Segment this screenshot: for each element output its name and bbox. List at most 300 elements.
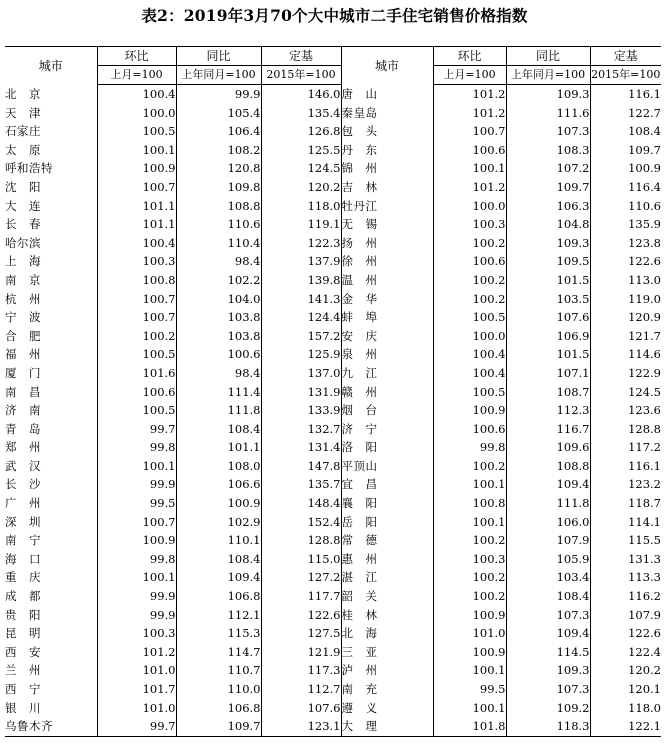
mom-value-right: 101.0 (433, 624, 506, 643)
base-value-right: 123.8 (590, 234, 661, 253)
yoy-value-right: 109.3 (506, 85, 590, 104)
mom-value-right: 100.5 (433, 383, 506, 402)
base-value-left: 127.2 (261, 568, 341, 587)
mom-value-left: 99.9 (97, 606, 176, 625)
yoy-value-right: 107.3 (506, 122, 590, 141)
table-row (5, 606, 661, 625)
table-row (5, 587, 661, 606)
yoy-value-right: 103.5 (506, 290, 590, 309)
mom-value-right: 100.1 (433, 513, 506, 532)
city-name-right: 桂 林 (341, 606, 433, 625)
city-header-right: 城市 (341, 47, 433, 85)
yoy-value-right: 104.8 (506, 215, 590, 234)
city-name-right: 平顶山 (341, 457, 433, 476)
table-row (5, 290, 661, 309)
table-row (5, 308, 661, 327)
base-value-left: 157.2 (261, 327, 341, 346)
base-value-right: 123.2 (590, 475, 661, 494)
yoy-value-left: 99.9 (176, 85, 261, 104)
price-index-table (5, 46, 661, 737)
mom-value-left: 100.5 (97, 122, 176, 141)
mom-value-left: 100.9 (97, 159, 176, 178)
base-value-left: 135.7 (261, 475, 341, 494)
yoy-value-right: 118.3 (506, 717, 590, 736)
table-row (5, 345, 661, 364)
yoy-value-left: 103.8 (176, 327, 261, 346)
mom-value-left: 101.0 (97, 699, 176, 718)
yoy-value-right: 106.9 (506, 327, 590, 346)
mom-value-left: 100.5 (97, 345, 176, 364)
yoy-value-left: 109.8 (176, 178, 261, 197)
mom-value-right: 101.8 (433, 717, 506, 736)
table-body (5, 85, 661, 737)
mom-value-right: 100.9 (433, 401, 506, 420)
yoy-value-left: 115.3 (176, 624, 261, 643)
mom-value-left: 99.7 (97, 717, 176, 736)
base-value-right: 122.7 (590, 104, 661, 123)
city-name-left: 哈尔滨 (5, 235, 41, 250)
base-header-left: 定基 (261, 47, 341, 66)
mom-value-right: 100.3 (433, 550, 506, 569)
base-value-left: 121.9 (261, 643, 341, 662)
yoy-value-right: 109.5 (506, 252, 590, 271)
yoy-value-left: 100.6 (176, 345, 261, 364)
yoy-value-right: 108.7 (506, 383, 590, 402)
base-value-left: 125.9 (261, 345, 341, 364)
base-value-left: 118.0 (261, 197, 341, 216)
yoy-value-right: 107.3 (506, 680, 590, 699)
yoy-value-left: 110.6 (176, 215, 261, 234)
mom-value-left: 100.4 (97, 85, 176, 104)
base-value-left: 119.1 (261, 215, 341, 234)
table-row (5, 661, 661, 680)
base-value-left: 122.6 (261, 606, 341, 625)
mom-value-right: 100.2 (433, 531, 506, 550)
mom-value-left: 100.4 (97, 234, 176, 253)
city-name-right: 泸 州 (341, 661, 433, 680)
table-row (5, 680, 661, 699)
mom-value-right: 100.8 (433, 494, 506, 513)
yoy-value-right: 109.6 (506, 438, 590, 457)
mom-value-left: 101.1 (97, 197, 176, 216)
city-name-left: 广 州 (5, 496, 41, 511)
yoy-value-right: 114.5 (506, 643, 590, 662)
base-value-left: 146.0 (261, 85, 341, 104)
yoy-value-left: 98.4 (176, 364, 261, 383)
yoy-value-right: 112.3 (506, 401, 590, 420)
mom-value-left: 100.5 (97, 401, 176, 420)
base-header-right: 定基 (590, 47, 661, 66)
base-value-left: 131.9 (261, 383, 341, 402)
mom-value-right: 100.1 (433, 661, 506, 680)
yoy-value-left: 102.2 (176, 271, 261, 290)
mom-subheader-left: 上月=100 (97, 66, 176, 85)
yoy-value-right: 107.6 (506, 308, 590, 327)
mom-value-right: 100.6 (433, 420, 506, 439)
yoy-value-right: 109.3 (506, 234, 590, 253)
base-value-left: 120.2 (261, 178, 341, 197)
city-name-right: 锦 州 (341, 159, 433, 178)
city-name-left: 南 昌 (5, 384, 41, 399)
yoy-header-left: 同比 (176, 47, 261, 66)
mom-value-right: 100.5 (433, 308, 506, 327)
mom-value-left: 99.9 (97, 587, 176, 606)
base-value-left: 152.4 (261, 513, 341, 532)
city-name-left: 郑 州 (5, 440, 41, 455)
yoy-value-left: 104.0 (176, 290, 261, 309)
mom-value-left: 100.3 (97, 252, 176, 271)
base-value-right: 108.4 (590, 122, 661, 141)
yoy-value-left: 120.8 (176, 159, 261, 178)
yoy-value-left: 111.8 (176, 401, 261, 420)
city-name-right: 安 庆 (341, 327, 433, 346)
yoy-value-right: 109.3 (506, 661, 590, 680)
yoy-value-left: 110.4 (176, 234, 261, 253)
city-name-left: 宁 波 (5, 310, 41, 325)
city-name-right: 北 海 (341, 624, 433, 643)
table-row (5, 141, 661, 160)
table-row (5, 513, 661, 532)
city-name-left: 重 庆 (5, 570, 41, 585)
city-name-right: 蚌 埠 (341, 308, 433, 327)
yoy-subheader-right: 上年同月=100 (506, 66, 590, 85)
mom-value-right: 100.2 (433, 568, 506, 587)
base-value-right: 116.4 (590, 178, 661, 197)
city-name-right: 岳 阳 (341, 513, 433, 532)
base-value-left: 115.0 (261, 550, 341, 569)
mom-value-left: 99.8 (97, 438, 176, 457)
city-name-right: 秦皇岛 (341, 104, 433, 123)
base-subheader-right: 2015年=100 (590, 66, 661, 85)
table-row (5, 401, 661, 420)
base-value-right: 123.6 (590, 401, 661, 420)
base-value-right: 109.7 (590, 141, 661, 160)
base-value-left: 124.4 (261, 308, 341, 327)
city-name-left: 济 南 (5, 403, 41, 418)
city-name-right: 烟 台 (341, 401, 433, 420)
yoy-value-right: 107.1 (506, 364, 590, 383)
base-value-left: 135.4 (261, 104, 341, 123)
mom-value-left: 100.1 (97, 568, 176, 587)
table-row (5, 178, 661, 197)
city-name-right: 吉 林 (341, 178, 433, 197)
base-value-right: 119.0 (590, 290, 661, 309)
yoy-value-right: 105.9 (506, 550, 590, 569)
yoy-value-right: 109.7 (506, 178, 590, 197)
table-row (5, 271, 661, 290)
table-row (5, 550, 661, 569)
base-value-left: 141.3 (261, 290, 341, 309)
base-value-right: 122.6 (590, 252, 661, 271)
mom-value-left: 100.2 (97, 327, 176, 346)
base-value-left: 147.8 (261, 457, 341, 476)
city-name-right: 扬 州 (341, 234, 433, 253)
city-name-left: 大 连 (5, 198, 41, 213)
mom-value-left: 99.7 (97, 420, 176, 439)
yoy-value-right: 108.3 (506, 141, 590, 160)
yoy-value-left: 110.7 (176, 661, 261, 680)
city-name-left: 太 原 (5, 142, 41, 157)
city-name-left: 武 汉 (5, 458, 41, 473)
city-name-right: 湛 江 (341, 568, 433, 587)
mom-value-right: 100.7 (433, 122, 506, 141)
mom-value-right: 100.4 (433, 345, 506, 364)
table-row (5, 438, 661, 457)
mom-value-left: 100.7 (97, 178, 176, 197)
yoy-value-left: 108.0 (176, 457, 261, 476)
table-row (5, 364, 661, 383)
base-value-left: 123.1 (261, 717, 341, 736)
table-row (5, 531, 661, 550)
city-name-left: 贵 阳 (5, 607, 41, 622)
base-value-right: 122.1 (590, 717, 661, 736)
base-value-left: 125.5 (261, 141, 341, 160)
city-name-left: 西 安 (5, 644, 41, 659)
yoy-value-left: 111.4 (176, 383, 261, 402)
yoy-value-left: 112.1 (176, 606, 261, 625)
mom-value-left: 99.5 (97, 494, 176, 513)
base-value-right: 128.8 (590, 420, 661, 439)
yoy-header-right: 同比 (506, 47, 590, 66)
mom-value-left: 101.7 (97, 680, 176, 699)
base-value-right: 118.7 (590, 494, 661, 513)
city-name-right: 襄 阳 (341, 494, 433, 513)
city-name-left: 昆 明 (5, 626, 41, 641)
base-value-right: 122.6 (590, 624, 661, 643)
mom-value-right: 100.3 (433, 215, 506, 234)
mom-value-left: 100.6 (97, 383, 176, 402)
base-value-left: 107.6 (261, 699, 341, 718)
mom-subheader-right: 上月=100 (433, 66, 506, 85)
table-row (5, 457, 661, 476)
table-row (5, 234, 661, 253)
city-name-right: 丹 东 (341, 141, 433, 160)
mom-value-left: 101.0 (97, 661, 176, 680)
table-row (5, 383, 661, 402)
base-value-right: 113.3 (590, 568, 661, 587)
mom-header-left: 环比 (97, 47, 176, 66)
table-row (5, 159, 661, 178)
city-name-left: 呼和浩特 (5, 161, 53, 176)
base-value-left: 137.9 (261, 252, 341, 271)
yoy-value-left: 110.0 (176, 680, 261, 699)
base-value-right: 107.9 (590, 606, 661, 625)
mom-value-right: 99.5 (433, 680, 506, 699)
base-value-right: 124.5 (590, 383, 661, 402)
city-name-right: 徐 州 (341, 252, 433, 271)
yoy-value-left: 100.9 (176, 494, 261, 513)
yoy-value-left: 108.2 (176, 141, 261, 160)
city-name-right: 唐 山 (341, 85, 433, 104)
city-name-left: 海 口 (5, 551, 41, 566)
base-value-left: 127.5 (261, 624, 341, 643)
base-value-right: 122.9 (590, 364, 661, 383)
base-value-right: 117.2 (590, 438, 661, 457)
city-header-left: 城市 (5, 47, 97, 85)
base-value-left: 112.7 (261, 680, 341, 699)
table-row (5, 104, 661, 123)
mom-value-left: 100.9 (97, 531, 176, 550)
mom-value-right: 100.0 (433, 327, 506, 346)
yoy-value-right: 101.5 (506, 271, 590, 290)
mom-value-right: 100.1 (433, 475, 506, 494)
yoy-value-right: 109.2 (506, 699, 590, 718)
yoy-value-left: 114.7 (176, 643, 261, 662)
base-subheader-left: 2015年=100 (261, 66, 341, 85)
base-value-right: 121.7 (590, 327, 661, 346)
mom-value-right: 100.1 (433, 159, 506, 178)
base-value-left: 131.4 (261, 438, 341, 457)
mom-value-right: 101.2 (433, 104, 506, 123)
city-name-right: 三 亚 (341, 643, 433, 662)
city-name-right: 常 德 (341, 531, 433, 550)
mom-value-left: 100.7 (97, 290, 176, 309)
mom-value-right: 100.2 (433, 587, 506, 606)
base-value-left: 148.4 (261, 494, 341, 513)
city-name-left: 石家庄 (5, 124, 41, 139)
city-name-right: 包 头 (341, 122, 433, 141)
city-name-left: 沈 阳 (5, 179, 41, 194)
mom-value-right: 100.6 (433, 141, 506, 160)
yoy-value-left: 102.9 (176, 513, 261, 532)
yoy-value-left: 108.4 (176, 550, 261, 569)
mom-value-left: 99.8 (97, 550, 176, 569)
table-row (5, 494, 661, 513)
base-value-right: 114.1 (590, 513, 661, 532)
base-value-left: 132.7 (261, 420, 341, 439)
yoy-value-right: 107.2 (506, 159, 590, 178)
table-row (5, 643, 661, 662)
mom-value-right: 100.2 (433, 271, 506, 290)
city-name-left: 厦 门 (5, 365, 41, 380)
city-name-left: 福 州 (5, 347, 41, 362)
yoy-value-left: 106.8 (176, 699, 261, 718)
table-row (5, 252, 661, 271)
table-row (5, 699, 661, 718)
base-value-right: 120.9 (590, 308, 661, 327)
table-row (5, 475, 661, 494)
mom-value-right: 100.4 (433, 364, 506, 383)
table-row (5, 568, 661, 587)
mom-value-left: 101.2 (97, 643, 176, 662)
base-value-right: 115.5 (590, 531, 661, 550)
yoy-value-left: 108.8 (176, 197, 261, 216)
table-title: 表2：2019年3月70个大中城市二手住宅销售价格指数 (141, 6, 528, 25)
mom-value-left: 100.7 (97, 513, 176, 532)
yoy-value-left: 105.4 (176, 104, 261, 123)
base-value-right: 135.9 (590, 215, 661, 234)
city-name-right: 宜 昌 (341, 475, 433, 494)
city-name-left: 成 都 (5, 589, 41, 604)
city-name-left: 南 宁 (5, 533, 41, 548)
base-value-right: 116.2 (590, 587, 661, 606)
city-name-left: 合 肥 (5, 328, 41, 343)
city-name-left: 乌鲁木齐 (5, 717, 97, 736)
city-name-left: 兰 州 (5, 663, 41, 678)
city-name-right: 南 充 (341, 680, 433, 699)
city-name-left: 深 圳 (5, 514, 41, 529)
mom-value-right: 100.0 (433, 197, 506, 216)
yoy-value-right: 109.4 (506, 624, 590, 643)
base-value-right: 122.4 (590, 643, 661, 662)
mom-value-right: 100.2 (433, 234, 506, 253)
base-value-right: 118.0 (590, 699, 661, 718)
table-row (5, 717, 661, 736)
city-name-left: 南 京 (5, 272, 41, 287)
mom-value-right: 101.2 (433, 178, 506, 197)
mom-value-left: 100.0 (97, 104, 176, 123)
city-name-left: 天 津 (5, 105, 41, 120)
mom-value-right: 99.8 (433, 438, 506, 457)
yoy-subheader-left: 上年同月=100 (176, 66, 261, 85)
mom-header-right: 环比 (433, 47, 506, 66)
yoy-value-right: 108.8 (506, 457, 590, 476)
city-name-right: 惠 州 (341, 550, 433, 569)
mom-value-left: 101.1 (97, 215, 176, 234)
base-value-right: 114.6 (590, 345, 661, 364)
mom-value-left: 100.7 (97, 308, 176, 327)
city-name-left: 银 川 (5, 700, 41, 715)
yoy-value-right: 107.3 (506, 606, 590, 625)
mom-value-left: 100.8 (97, 271, 176, 290)
city-name-right: 泉 州 (341, 345, 433, 364)
mom-value-left: 99.9 (97, 475, 176, 494)
yoy-value-right: 116.7 (506, 420, 590, 439)
yoy-value-right: 106.3 (506, 197, 590, 216)
yoy-value-left: 108.4 (176, 420, 261, 439)
city-name-right: 温 州 (341, 271, 433, 290)
mom-value-left: 100.1 (97, 141, 176, 160)
yoy-value-left: 109.7 (176, 717, 261, 736)
table-row (5, 197, 661, 216)
city-name-right: 牡丹江 (341, 197, 433, 216)
city-name-left: 北 京 (5, 86, 41, 101)
mom-value-right: 100.6 (433, 252, 506, 271)
base-value-left: 124.5 (261, 159, 341, 178)
city-name-left: 杭 州 (5, 291, 41, 306)
city-name-right: 赣 州 (341, 383, 433, 402)
yoy-value-right: 101.5 (506, 345, 590, 364)
city-name-right: 无 锡 (341, 215, 433, 234)
yoy-value-left: 106.6 (176, 475, 261, 494)
yoy-value-right: 109.4 (506, 475, 590, 494)
yoy-value-left: 98.4 (176, 252, 261, 271)
table-row (5, 624, 661, 643)
base-value-left: 126.8 (261, 122, 341, 141)
mom-value-right: 100.2 (433, 290, 506, 309)
mom-value-right: 100.1 (433, 699, 506, 718)
yoy-value-right: 107.9 (506, 531, 590, 550)
base-value-left: 128.8 (261, 531, 341, 550)
city-name-right: 韶 关 (341, 587, 433, 606)
yoy-value-left: 103.8 (176, 308, 261, 327)
mom-value-left: 101.6 (97, 364, 176, 383)
base-value-left: 137.0 (261, 364, 341, 383)
city-name-right: 遵 义 (341, 699, 433, 718)
city-name-left: 青 岛 (5, 421, 41, 436)
yoy-value-right: 111.8 (506, 494, 590, 513)
mom-value-right: 100.9 (433, 606, 506, 625)
mom-value-right: 101.2 (433, 85, 506, 104)
mom-value-right: 100.2 (433, 457, 506, 476)
base-value-left: 122.3 (261, 234, 341, 253)
base-value-right: 110.6 (590, 197, 661, 216)
table-row (5, 327, 661, 346)
yoy-value-left: 106.8 (176, 587, 261, 606)
yoy-value-right: 111.6 (506, 104, 590, 123)
base-value-left: 133.9 (261, 401, 341, 420)
mom-value-left: 100.1 (97, 457, 176, 476)
